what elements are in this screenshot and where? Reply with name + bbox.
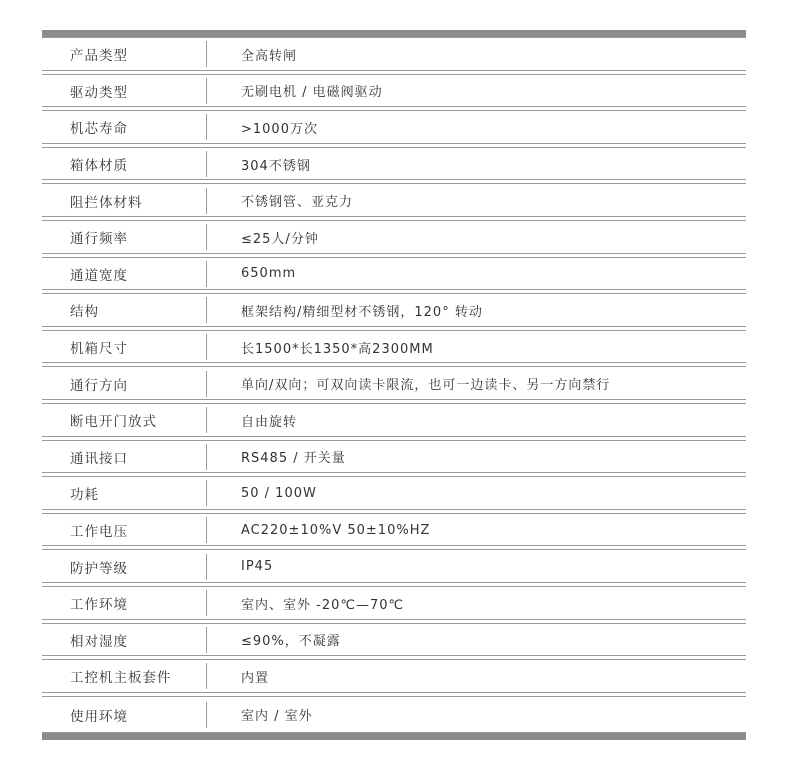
spec-row bbox=[42, 514, 746, 551]
spec-row bbox=[42, 75, 746, 112]
spec-label: 机箱尺寸 bbox=[70, 341, 128, 358]
spec-value: AC220±10%V 50±10%HZ bbox=[241, 522, 431, 538]
spec-label: 断电开门放式 bbox=[70, 414, 157, 431]
spec-row bbox=[42, 660, 746, 697]
spec-value: IP45 bbox=[241, 559, 274, 575]
spec-row bbox=[42, 367, 746, 404]
spec-value: ≤25人/分钟 bbox=[241, 231, 319, 247]
spec-label: 相对湿度 bbox=[70, 633, 128, 650]
spec-value: 室内、室外 -20℃—70℃ bbox=[241, 597, 405, 613]
bottom-bar bbox=[42, 733, 746, 740]
spec-value: RS485 / 开关量 bbox=[241, 451, 346, 467]
spec-value: 不锈钢管、亚克力 bbox=[241, 195, 354, 211]
spec-row bbox=[42, 221, 746, 258]
spec-label: 产品类型 bbox=[70, 48, 128, 65]
spec-table bbox=[42, 30, 746, 740]
spec-row bbox=[42, 624, 746, 661]
spec-label: 通行方向 bbox=[70, 377, 128, 394]
spec-value: 单向/双向；可双向读卡限流，也可一边读卡、另一方向禁行 bbox=[241, 378, 611, 394]
spec-row bbox=[42, 38, 746, 75]
spec-value: 长1500*长1350*高2300MM bbox=[241, 341, 434, 357]
spec-row bbox=[42, 404, 746, 441]
spec-label: 通行频率 bbox=[70, 231, 128, 248]
spec-value: 无刷电机 / 电磁阀驱动 bbox=[241, 85, 383, 101]
spec-row bbox=[42, 184, 746, 221]
spec-label: 使用环境 bbox=[70, 708, 128, 725]
spec-row bbox=[42, 258, 746, 295]
spec-value: 自由旋转 bbox=[241, 414, 298, 430]
spec-value: 室内 / 室外 bbox=[241, 709, 313, 725]
spec-row bbox=[42, 441, 746, 478]
spec-label: 通讯接口 bbox=[70, 450, 128, 467]
spec-value: ≤90%，不凝露 bbox=[241, 634, 341, 650]
spec-rows bbox=[42, 37, 746, 733]
spec-row bbox=[42, 294, 746, 331]
spec-label: 机芯寿命 bbox=[70, 121, 128, 138]
spec-value: 全高转闸 bbox=[241, 48, 298, 64]
spec-label: 工作电压 bbox=[70, 524, 128, 541]
spec-row bbox=[42, 331, 746, 368]
spec-value: 50 / 100W bbox=[241, 485, 317, 501]
spec-row bbox=[42, 550, 746, 587]
spec-label: 结构 bbox=[70, 304, 99, 321]
spec-label: 工作环境 bbox=[70, 597, 128, 614]
spec-label: 阻拦体材料 bbox=[70, 194, 143, 211]
spec-label: 功耗 bbox=[70, 487, 99, 504]
spec-row bbox=[42, 697, 746, 734]
spec-value: 650mm bbox=[241, 266, 297, 282]
spec-row bbox=[42, 477, 746, 514]
spec-value: 框架结构/精细型材不锈钢，120° 转动 bbox=[241, 304, 483, 320]
spec-value: 内置 bbox=[241, 670, 270, 686]
spec-row bbox=[42, 148, 746, 185]
spec-value: >1000万次 bbox=[241, 121, 318, 137]
spec-label: 工控机主板套件 bbox=[70, 670, 172, 687]
spec-label: 驱动类型 bbox=[70, 84, 128, 101]
spec-row bbox=[42, 587, 746, 624]
top-bar bbox=[42, 30, 746, 37]
spec-row bbox=[42, 111, 746, 148]
spec-label: 防护等级 bbox=[70, 560, 128, 577]
spec-label: 通道宽度 bbox=[70, 267, 128, 284]
spec-value: 304不锈钢 bbox=[241, 158, 311, 174]
spec-label: 箱体材质 bbox=[70, 158, 128, 175]
